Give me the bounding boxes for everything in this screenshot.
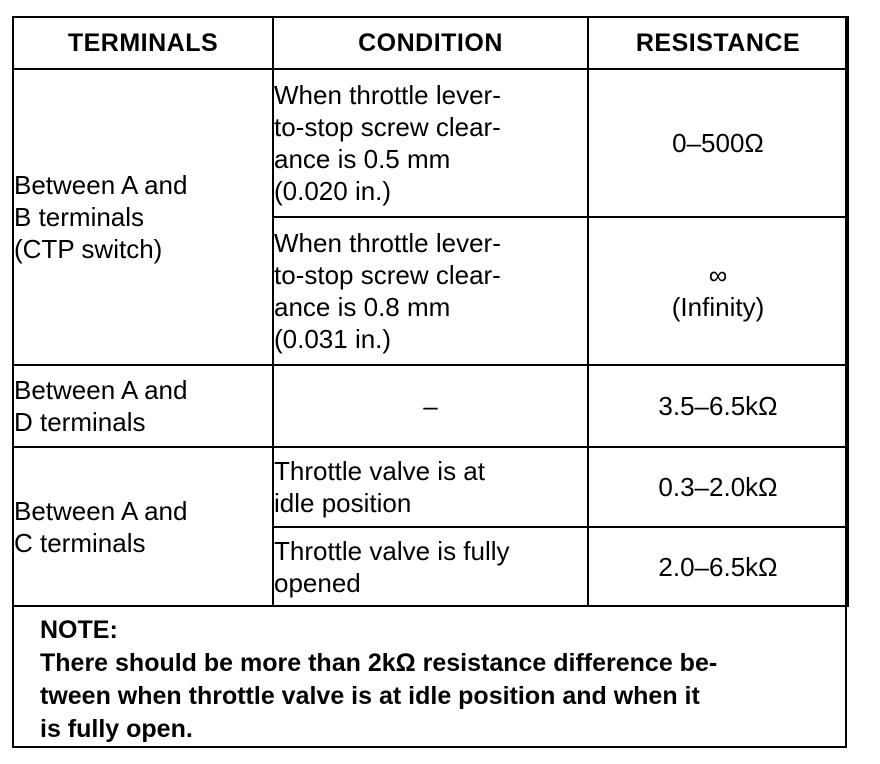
resistance-cell	[588, 527, 848, 606]
resistance-value: (Infinity)	[671, 292, 765, 322]
note-line: There should be more than 2kΩ resistance difference be-	[40, 649, 718, 677]
condition-line: When throttle lever-	[274, 228, 501, 258]
condition-line: to-stop screw clear-	[274, 112, 501, 142]
condition-line: opened	[274, 567, 361, 598]
resistance-value: 3.5–6.5kΩ	[658, 391, 778, 421]
condition-cell	[273, 447, 588, 527]
resistance-cell	[588, 69, 848, 217]
condition-line: (0.031 in.)	[274, 324, 392, 354]
condition-line: idle position	[274, 488, 412, 518]
resistance-spec-table	[12, 16, 849, 607]
terminals-cell	[13, 69, 273, 365]
resistance-cell	[588, 447, 848, 527]
header-condition: CONDITION	[273, 17, 588, 69]
condition-line: to-stop screw clear-	[274, 260, 501, 290]
terminals-line: Between A and	[14, 495, 188, 526]
terminals-cell	[13, 365, 273, 447]
table-row	[13, 365, 848, 447]
table-row	[13, 447, 848, 527]
resistance-cell	[588, 217, 848, 365]
terminals-line: D terminals	[14, 407, 146, 437]
note-line: is fully open.	[40, 715, 193, 743]
terminals-line: Between A and	[14, 375, 188, 405]
condition-cell	[273, 527, 588, 606]
header-terminals: TERMINALS	[13, 17, 273, 69]
resistance-value: 2.0–6.5kΩ	[658, 551, 778, 582]
condition-line: When throttle lever-	[274, 80, 501, 110]
resistance-cell	[588, 365, 848, 447]
condition-line: Throttle valve is fully	[274, 535, 510, 566]
terminals-line: Between A and	[14, 170, 188, 200]
note-line: tween when throttle valve is at idle position and when it	[40, 682, 700, 710]
terminals-line: B terminals	[14, 202, 145, 232]
header-resistance: RESISTANCE	[588, 17, 848, 69]
terminals-cell	[13, 447, 273, 606]
condition-line: ance is 0.5 mm	[274, 144, 451, 174]
infinity-symbol: ∞	[708, 260, 728, 290]
condition-line: –	[423, 391, 438, 421]
terminals-line: (CTP switch)	[14, 234, 163, 264]
header-row	[13, 17, 848, 69]
resistance-value: 0.3–2.0kΩ	[658, 472, 778, 502]
condition-cell	[273, 365, 588, 447]
note-title: NOTE:	[40, 616, 118, 644]
resistance-value: 0–500Ω	[672, 128, 764, 158]
condition-cell	[273, 217, 588, 365]
terminals-line: C terminals	[14, 527, 146, 558]
note-block	[40, 614, 830, 746]
condition-cell	[273, 69, 588, 217]
condition-line: ance is 0.8 mm	[274, 292, 451, 322]
table-row	[13, 69, 848, 217]
condition-line: Throttle valve is at	[274, 456, 485, 486]
condition-line: (0.020 in.)	[274, 176, 392, 206]
